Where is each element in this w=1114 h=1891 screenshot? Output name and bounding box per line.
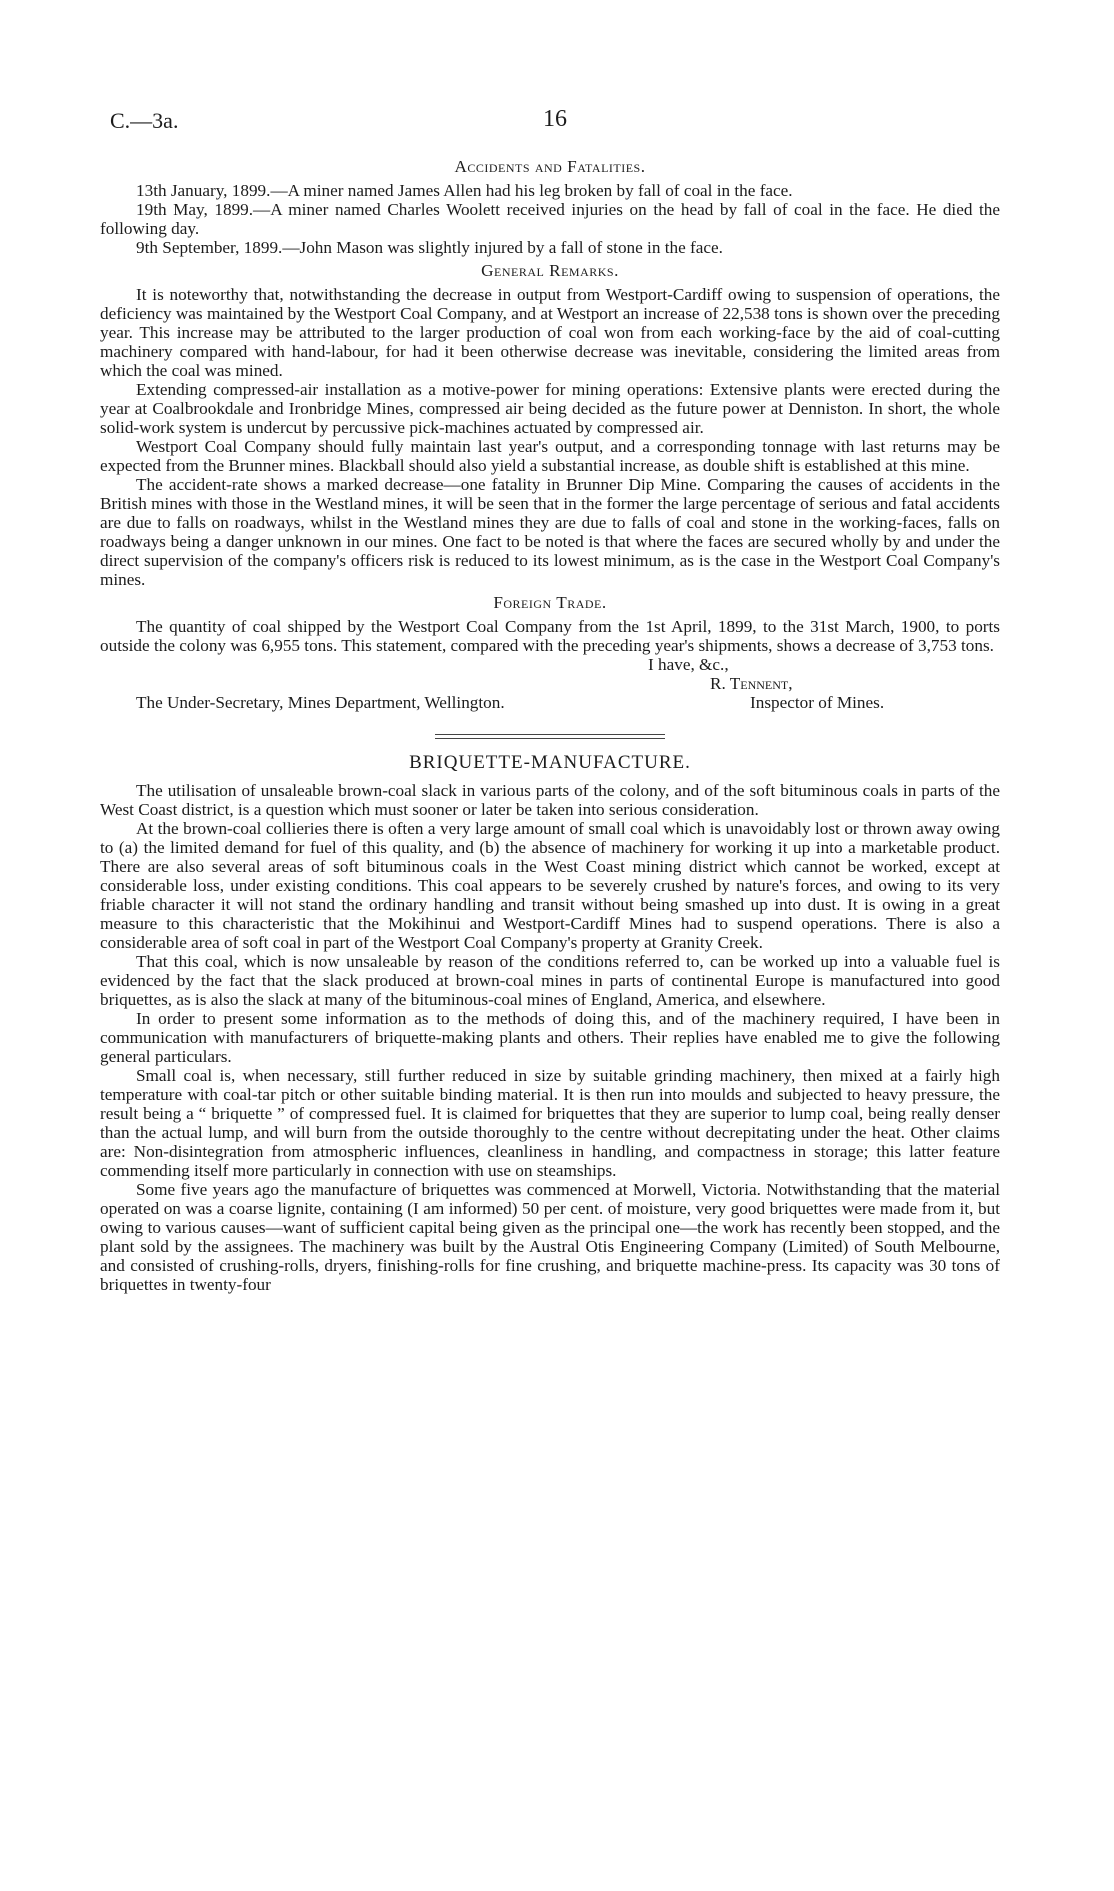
paragraph: 13th January, 1899.—A miner named James Allen had his leg broken by fall of coal in the face. xyxy=(136,181,793,200)
section-heading-general-remarks: General Remarks. xyxy=(481,261,619,280)
document-reference: C.—3a. xyxy=(110,108,179,133)
signature-closing: I have, &c., xyxy=(648,655,729,674)
paragraph: The quantity of coal shipped by the Westport Coal Company from the 1st April, 1899, to the 31st March, 1900, to ports outside the colony was 6,955 tons. This statement, compared with the preceding year's shipments, shows a decrease of 3,753 tons. xyxy=(100,617,1000,655)
paragraph: It is noteworthy that, notwithstanding the decrease in output from Westport-Cardiff owing to suspension of operations, the deficiency was maintained by the Westport Coal Company, and at Westport an increase of 22,538 tons is shown over the preceding year. This increase may be attributed to the larger production of coal won from each working-face by the aid of coal-cutting machinery compared with hand-labour, for had it been otherwise decrease was inevitable, considering the limited areas from which the coal was mined. xyxy=(100,285,1000,380)
paragraph: In order to present some information as to the methods of doing this, and of the machinery required, I have been in communication with manufacturers of briquette-making plants and others. Their replies have enabled me to give the following general particulars. xyxy=(100,1009,1000,1066)
paragraph: The accident-rate shows a marked decrease—one fatality in Brunner Dip Mine. Comparing the causes of accidents in the British mines with those in the Westland mines, it will be seen that in the former the large percentage of serious and fatal accidents are due to falls on roadways, whilst in the Westland mines they are due to falls of coal and stone in the working-faces, falls on roadways being a danger unknown in our mines. One fact to be noted is that where the faces are secured wholly by and under the direct supervision of the company's officers risk is reduced to its lowest minimum, as is the case in the Westport Coal Company's mines. xyxy=(100,475,1000,589)
section-heading-foreign-trade: Foreign Trade. xyxy=(493,593,607,612)
signature-closing-line xyxy=(100,655,1000,674)
section-divider xyxy=(435,734,665,739)
page-body xyxy=(100,157,1000,1294)
page-number: 16 xyxy=(543,106,567,132)
paragraph: Westport Coal Company should fully maintain last year's output, and a corresponding tonnage with last returns may be expected from the Brunner mines. Blackball should also yield a substantial increase, as double shift is established at this mine. xyxy=(100,437,1000,475)
paragraph: 19th May, 1899.—A miner named Charles Woolett received injuries on the head by fall of coal in the face. He died the following day. xyxy=(100,200,1000,238)
signature-name-line xyxy=(100,674,1000,693)
paragraph: Small coal is, when necessary, still further reduced in size by suitable grinding machinery, then mixed at a fairly high temperature with coal-tar pitch or other suitable binding material. It is then run into moulds and subjected to heavy pressure, the result being a “ briquette ” of compressed fuel. It is claimed for briquettes that they are superior to lump coal, being really denser than the actual lump, and will burn from the outside thoroughly to the centre without decrepitating under the heat. Other claims are: Non-disintegration from atmospheric influences, cleanliness in handling, and compactness in storage; this latter feature commending itself more particularly in connection with use on steamships. xyxy=(100,1066,1000,1180)
signature-address-line xyxy=(100,693,1000,712)
section-title-briquette: BRIQUETTE-MANUFACTURE. xyxy=(409,752,691,773)
section-heading-accidents: Accidents and Fatalities. xyxy=(454,157,646,176)
paragraph: That this coal, which is now unsaleable by reason of the conditions referred to, can be worked up into a valuable fuel is evidenced by the fact that the slack produced at brown-coal mines in parts of continental Europe is manufactured into good briquettes, as is also the slack at many of the bituminous-coal mines of England, America, and elsewhere. xyxy=(100,952,1000,1009)
paragraph: 9th September, 1899.—John Mason was slightly injured by a fall of stone in the face. xyxy=(136,238,723,257)
paragraph: The utilisation of unsaleable brown-coal slack in various parts of the colony, and of the soft bituminous coals in parts of the West Coast district, is a question which must sooner or later be taken into serious consideration. xyxy=(100,781,1000,819)
signature-addressee: The Under-Secretary, Mines Department, Wellington. xyxy=(136,693,505,712)
signature-name: R. Tennent, xyxy=(710,674,793,693)
signature-title: Inspector of Mines. xyxy=(750,693,885,712)
paragraph: Some five years ago the manufacture of briquettes was commenced at Morwell, Victoria. Notwithstanding that the material operated on was a coarse lignite, containing (I am informed) 50 per cent. of moisture, very good briquettes were made from it, but owing to various causes—want of sufficient capital being given as the principal one—the work has recently been stopped, and the plant sold by the assignees. The machinery was built by the Austral Otis Engineering Company (Limited) of South Melbourne, and consisted of crushing-rolls, dryers, finishing-rolls for fine crushing, and briquette machine-press. Its capacity was 30 tons of briquettes in twenty-four xyxy=(100,1180,1000,1294)
paragraph: At the brown-coal collieries there is often a very large amount of small coal which is unavoidably lost or thrown away owing to (a) the limited demand for fuel of this quality, and (b) the absence of machinery for working it up into a marketable product. There are also several areas of soft bituminous coals in the West Coast mining district which cannot be worked, except at considerable loss, under existing conditions. This coal appears to be severely crushed by nature's forces, and owing to its very friable character it will not stand the ordinary handling and transit without being smashed up into dust. It is owing in a great measure to this characteristic that the Mokihinui and Westport-Cardiff Mines had to suspend operations. There is also a considerable area of soft coal in part of the Westport Coal Company's property at Granity Creek. xyxy=(100,819,1000,952)
paragraph: Extending compressed-air installation as a motive-power for mining operations: Extensive plants were erected during the year at Coalbrookdale and Ironbridge Mines, compressed air being decided as the future power at Denniston. In short, the whole solid-work system is undercut by percussive pick-machines actuated by compressed air. xyxy=(100,380,1000,437)
